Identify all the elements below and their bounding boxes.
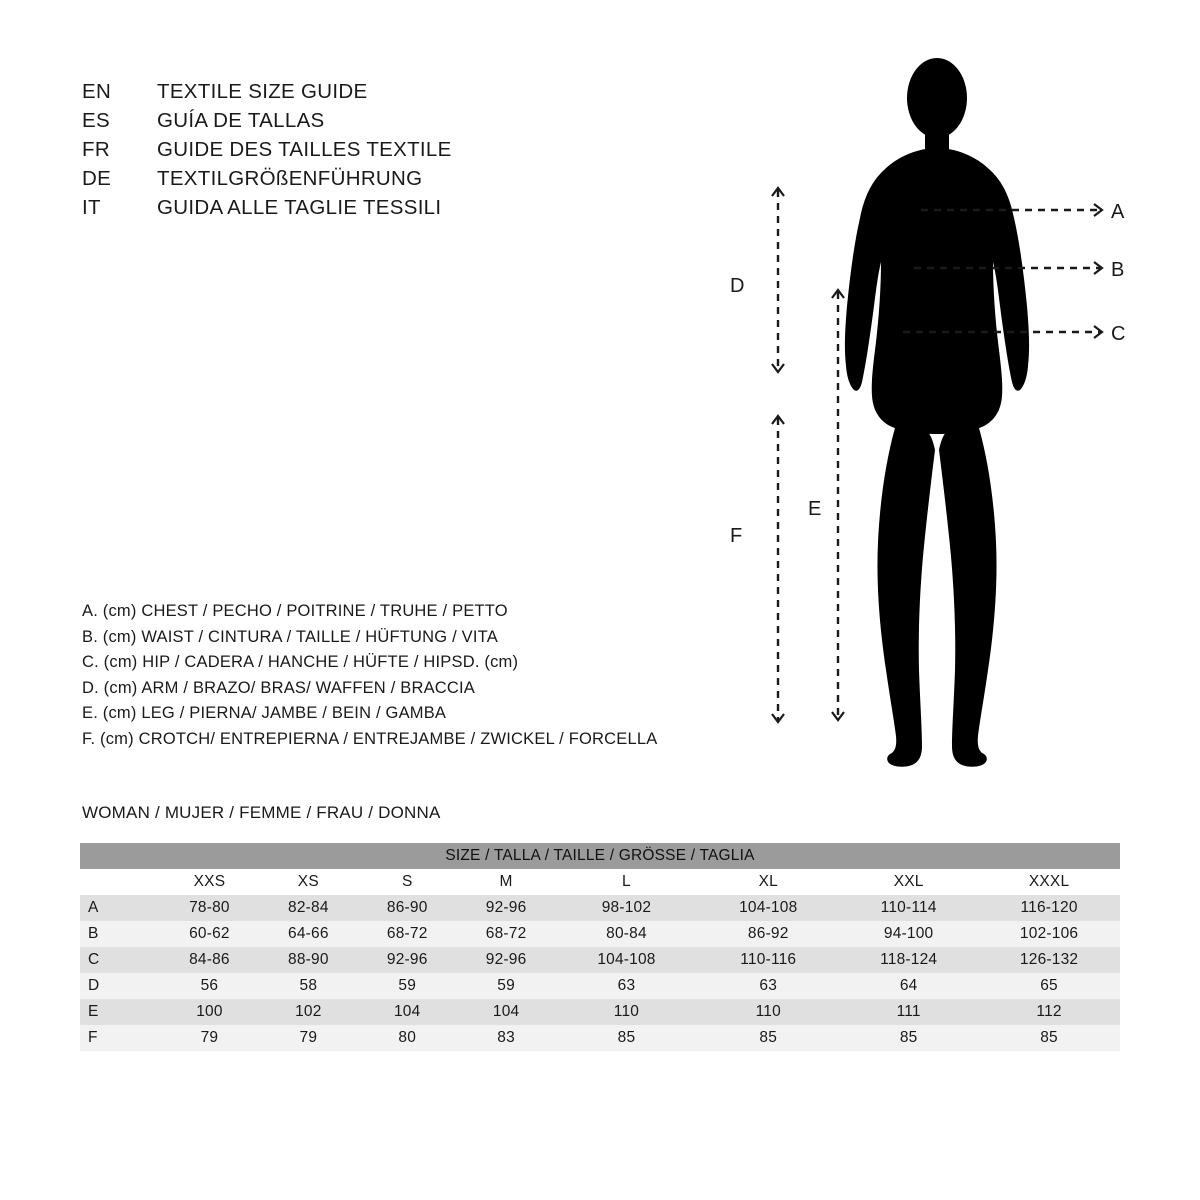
title-row-fr: [82, 138, 602, 167]
table-cell: 85: [556, 1025, 698, 1051]
table-cell: 112: [978, 999, 1120, 1025]
table-cell: 64: [839, 973, 978, 999]
table-cell: 83: [457, 1025, 556, 1051]
table-cell: 100: [160, 999, 259, 1025]
table-cell: 116-120: [978, 895, 1120, 921]
table-cell: 88-90: [259, 947, 358, 973]
table-band-label: SIZE / TALLA / TAILLE / GRÖSSE / TAGLIA: [80, 843, 1120, 869]
title-block: [82, 80, 602, 225]
table-cell: 94-100: [839, 921, 978, 947]
legend-item-c: C. (cm) HIP / CADERA / HANCHE / HÜFTE / HIPSD. (cm): [82, 653, 519, 671]
size-header-cell: S: [358, 869, 457, 895]
table-cell: 110: [556, 999, 698, 1025]
table-cell: 59: [358, 973, 457, 999]
table-cell: 63: [697, 973, 839, 999]
hip-marker-label: C: [1111, 323, 1126, 345]
table-cell: 92-96: [457, 947, 556, 973]
table-cell: 126-132: [978, 947, 1120, 973]
legend-item-f: F. (cm) CROTCH/ ENTREPIERNA / ENTREJAMBE / ZWICKEL / FORCELLA: [82, 729, 658, 748]
title-lang-text: GUIDA ALLE TAGLIE TESSILI: [157, 196, 442, 219]
title-lang-code: FR: [82, 138, 110, 161]
table-row: [80, 999, 1120, 1025]
table-cell: 102: [259, 999, 358, 1025]
size-header-cell: XXL: [839, 869, 978, 895]
table-corner-cell: [80, 869, 160, 895]
table-cell: 110: [697, 999, 839, 1025]
table-cell: 86-92: [697, 921, 839, 947]
table-size-header-row: [80, 869, 1120, 895]
table-cell: 104-108: [556, 947, 698, 973]
table-cell: 104: [457, 999, 556, 1025]
table-cell: 58: [259, 973, 358, 999]
title-lang-text: TEXTILE SIZE GUIDE: [157, 80, 368, 103]
table-cell: 85: [839, 1025, 978, 1051]
table-cell: 82-84: [259, 895, 358, 921]
table-cell: 86-90: [358, 895, 457, 921]
row-label: B: [80, 921, 160, 947]
section-heading-woman: WOMAN / MUJER / FEMME / FRAU / DONNA: [82, 803, 441, 822]
title-lang-text: GUÍA DE TALLAS: [157, 109, 325, 132]
size-header-cell: M: [457, 869, 556, 895]
table-row: [80, 947, 1120, 973]
title-row-it: [82, 196, 602, 225]
arm-marker: [730, 188, 784, 372]
size-header-cell: XXXL: [978, 869, 1120, 895]
table-cell: 80: [358, 1025, 457, 1051]
title-row-de: [82, 167, 602, 196]
row-label: E: [80, 999, 160, 1025]
chest-marker-label: A: [1111, 201, 1125, 223]
table-cell: 110-114: [839, 895, 978, 921]
size-header-cell: XS: [259, 869, 358, 895]
table-cell: 118-124: [839, 947, 978, 973]
crotch-marker: [730, 416, 784, 722]
female-silhouette-diagram: [690, 30, 1140, 790]
table-row: [80, 921, 1120, 947]
size-header-cell: XL: [697, 869, 839, 895]
legend-item-e: E. (cm) LEG / PIERNA/ JAMBE / BEIN / GAMBA: [82, 704, 447, 722]
table-cell: 92-96: [358, 947, 457, 973]
table-row: [80, 895, 1120, 921]
row-label: C: [80, 947, 160, 973]
table-cell: 80-84: [556, 921, 698, 947]
table-cell: 68-72: [457, 921, 556, 947]
title-lang-code: ES: [82, 109, 110, 132]
title-row-es: [82, 109, 602, 138]
size-table: [80, 843, 1120, 1051]
table-cell: 84-86: [160, 947, 259, 973]
table-cell: 111: [839, 999, 978, 1025]
title-lang-text: GUIDE DES TAILLES TEXTILE: [157, 138, 452, 161]
title-lang-code: EN: [82, 80, 112, 103]
title-lang-code: IT: [82, 196, 101, 219]
row-label: F: [80, 1025, 160, 1051]
size-header-cell: XXS: [160, 869, 259, 895]
leg-marker: [808, 290, 844, 720]
table-band-header: [80, 843, 1120, 869]
table-cell: 59: [457, 973, 556, 999]
table-cell: 104: [358, 999, 457, 1025]
crotch-marker-label: F: [730, 525, 743, 547]
table-cell: 92-96: [457, 895, 556, 921]
table-cell: 110-116: [697, 947, 839, 973]
table-cell: 63: [556, 973, 698, 999]
size-header-cell: L: [556, 869, 698, 895]
title-lang-text: TEXTILGRÖßENFÜHRUNG: [157, 167, 423, 190]
row-label: D: [80, 973, 160, 999]
table-cell: 85: [978, 1025, 1120, 1051]
table-cell: 102-106: [978, 921, 1120, 947]
legend-item-d: D. (cm) ARM / BRAZO/ BRAS/ WAFFEN / BRACCIA: [82, 678, 476, 697]
table-row: [80, 973, 1120, 999]
row-label: A: [80, 895, 160, 921]
arm-marker-label: D: [730, 275, 745, 297]
silhouette-figure: [845, 58, 1029, 767]
table-row: [80, 1025, 1120, 1051]
title-lang-code: DE: [82, 167, 112, 190]
table-cell: 65: [978, 973, 1120, 999]
waist-marker-label: B: [1111, 259, 1125, 281]
table-cell: 85: [697, 1025, 839, 1051]
table-cell: 98-102: [556, 895, 698, 921]
legend-item-b: B. (cm) WAIST / CINTURA / TAILLE / HÜFTUNG / VITA: [82, 627, 498, 646]
table-cell: 68-72: [358, 921, 457, 947]
table-cell: 64-66: [259, 921, 358, 947]
title-row-en: [82, 80, 602, 109]
table-cell: 60-62: [160, 921, 259, 947]
legend-item-a: A. (cm) CHEST / PECHO / POITRINE / TRUHE / PETTO: [82, 602, 508, 620]
table-cell: 56: [160, 973, 259, 999]
table-cell: 104-108: [697, 895, 839, 921]
leg-marker-label: E: [808, 498, 822, 520]
measurement-legend: [82, 602, 782, 755]
table-cell: 79: [259, 1025, 358, 1051]
table-cell: 79: [160, 1025, 259, 1051]
table-cell: 78-80: [160, 895, 259, 921]
